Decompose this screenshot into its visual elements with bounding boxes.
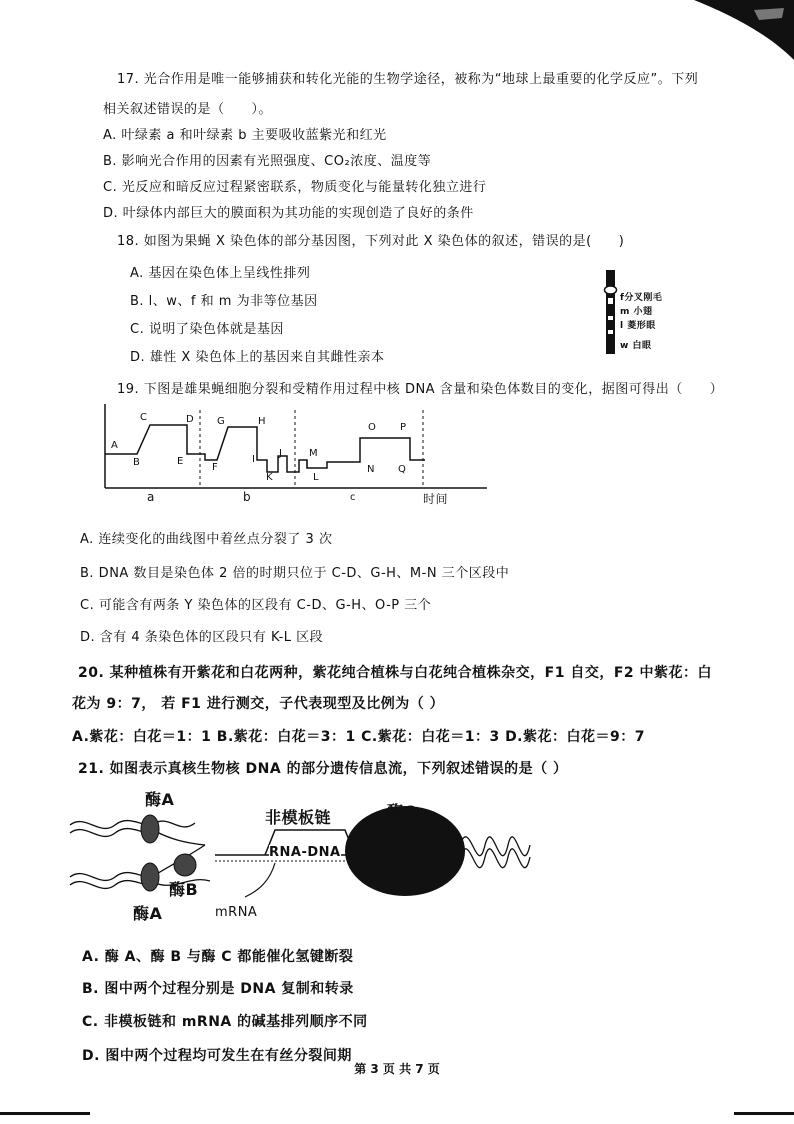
segment-a: a (147, 490, 155, 504)
q18-stem: 18. 如图为果蝇 X 染色体的部分基因图，下列对此 X 染色体的叙述，错误的是( ) (117, 234, 625, 249)
pt-P: P (400, 422, 407, 433)
q18-option-b: B. l、w、f 和 m 为非等位基因 (130, 294, 318, 309)
pt-M: M (309, 448, 319, 459)
label-non-template: 非模板链 (265, 808, 332, 827)
segment-c: c (350, 492, 356, 503)
pt-E: E (177, 456, 184, 467)
label-enzyme-a-bottom: 酶A (133, 904, 163, 923)
pt-O: O (368, 422, 377, 433)
q18-option-a: A. 基因在染色体上呈线性排列 (130, 266, 311, 281)
pt-H: H (258, 416, 267, 427)
pt-L: L (313, 472, 320, 483)
pt-D: D (186, 414, 195, 425)
label-rna-dna: RNA-DNA (269, 845, 341, 860)
segment-b: b (243, 490, 252, 504)
label-enzyme-a-top: 酶A (145, 790, 175, 809)
q17-stem-line2: 相关叙述错误的是（ ）。 (103, 102, 273, 117)
time-axis-label: 时间 (423, 492, 449, 506)
q17-option-d: D. 叶绿体内部巨大的膜面积为其功能的实现创造了良好的条件 (103, 206, 474, 221)
pt-C: C (140, 412, 148, 423)
label-mrna: mRNA (215, 905, 258, 920)
q18-option-c: C. 说明了染色体就是基因 (130, 322, 284, 337)
label-enzyme-b: 酶B (169, 880, 199, 899)
gene-expression-figure (65, 785, 535, 925)
q20-options: A.紫花：白花＝1：1 B.紫花：白花＝3：1 C.紫花：白花＝1：3 D.紫花：白花＝9：7 (72, 729, 645, 745)
dna-chromosome-curve-figure (95, 402, 495, 507)
pt-B: B (133, 457, 141, 468)
scan-edge-left (0, 1112, 90, 1115)
pt-F: F (212, 462, 219, 473)
gene-label-f: f分叉刚毛 (620, 293, 663, 303)
pt-J: J (279, 448, 283, 459)
q17-option-b: B. 影响光合作用的因素有光照强度、CO₂浓度、温度等 (103, 154, 432, 169)
pt-I: I (252, 454, 256, 465)
pt-K: K (266, 472, 274, 483)
label-enzyme-c: 酶C (387, 802, 416, 821)
page-number: 第 3 页 共 7 页 (354, 1062, 440, 1076)
q17-option-a: A. 叶绿素 a 和叶绿素 b 主要吸收蓝紫光和红光 (103, 128, 387, 143)
gene-label-w: w 白眼 (620, 341, 652, 351)
q20-stem-line2: 花为 9：7， 若 F1 进行测交，子代表现型及比例为（ ） (72, 696, 445, 712)
pt-N: N (367, 464, 375, 475)
scan-edge-right (734, 1112, 794, 1115)
q17-stem-line1: 17. 光合作用是唯一能够捕获和转化光能的生物学途径，被称为“地球上最重要的化学反应”。下列 (117, 72, 699, 87)
gene-label-m: m 小翅 (620, 307, 653, 317)
q21-option-b: B. 图中两个过程分别是 DNA 复制和转录 (82, 981, 354, 997)
gene-label-l: l 菱形眼 (620, 321, 656, 331)
q19-option-a: A. 连续变化的曲线图中着丝点分裂了 3 次 (80, 532, 333, 547)
pt-G: G (217, 416, 226, 427)
q19-stem: 19. 下图是雄果蝇细胞分裂和受精作用过程中核 DNA 含量和染色体数目的变化，据图可得出（ ） (117, 382, 724, 397)
q18-option-d: D. 雄性 X 染色体上的基因来自其雌性亲本 (130, 350, 385, 365)
q21-option-d: D. 图中两个过程均可发生在有丝分裂间期 (82, 1048, 352, 1064)
q21-option-c: C. 非模板链和 mRNA 的碱基排列顺序不同 (82, 1014, 368, 1030)
scan-corner-shadow (654, 0, 794, 60)
q19-option-b: B. DNA 数目是染色体 2 倍的时期只位于 C-D、G-H、M-N 三个区段中 (80, 566, 510, 581)
q21-option-a: A. 酶 A、酶 B 与酶 C 都能催化氢键断裂 (82, 949, 354, 965)
q19-option-d: D. 含有 4 条染色体的区段只有 K-L 区段 (80, 630, 324, 645)
q20-stem-line1: 20. 某种植株有开紫花和白花两种，紫花纯合植株与白花纯合植株杂交，F1 自交，F2 中紫花：白 (78, 665, 713, 681)
q21-stem: 21. 如图表示真核生物核 DNA 的部分遗传信息流，下列叙述错误的是（ ） (78, 761, 568, 777)
pt-A: A (111, 440, 119, 451)
x-chromosome-figure (600, 268, 700, 358)
q17-option-c: C. 光反应和暗反应过程紧密联系，物质变化与能量转化独立进行 (103, 180, 487, 195)
q19-option-c: C. 可能含有两条 Y 染色体的区段有 C-D、G-H、O-P 三个 (80, 598, 432, 613)
pt-Q: Q (398, 464, 407, 475)
